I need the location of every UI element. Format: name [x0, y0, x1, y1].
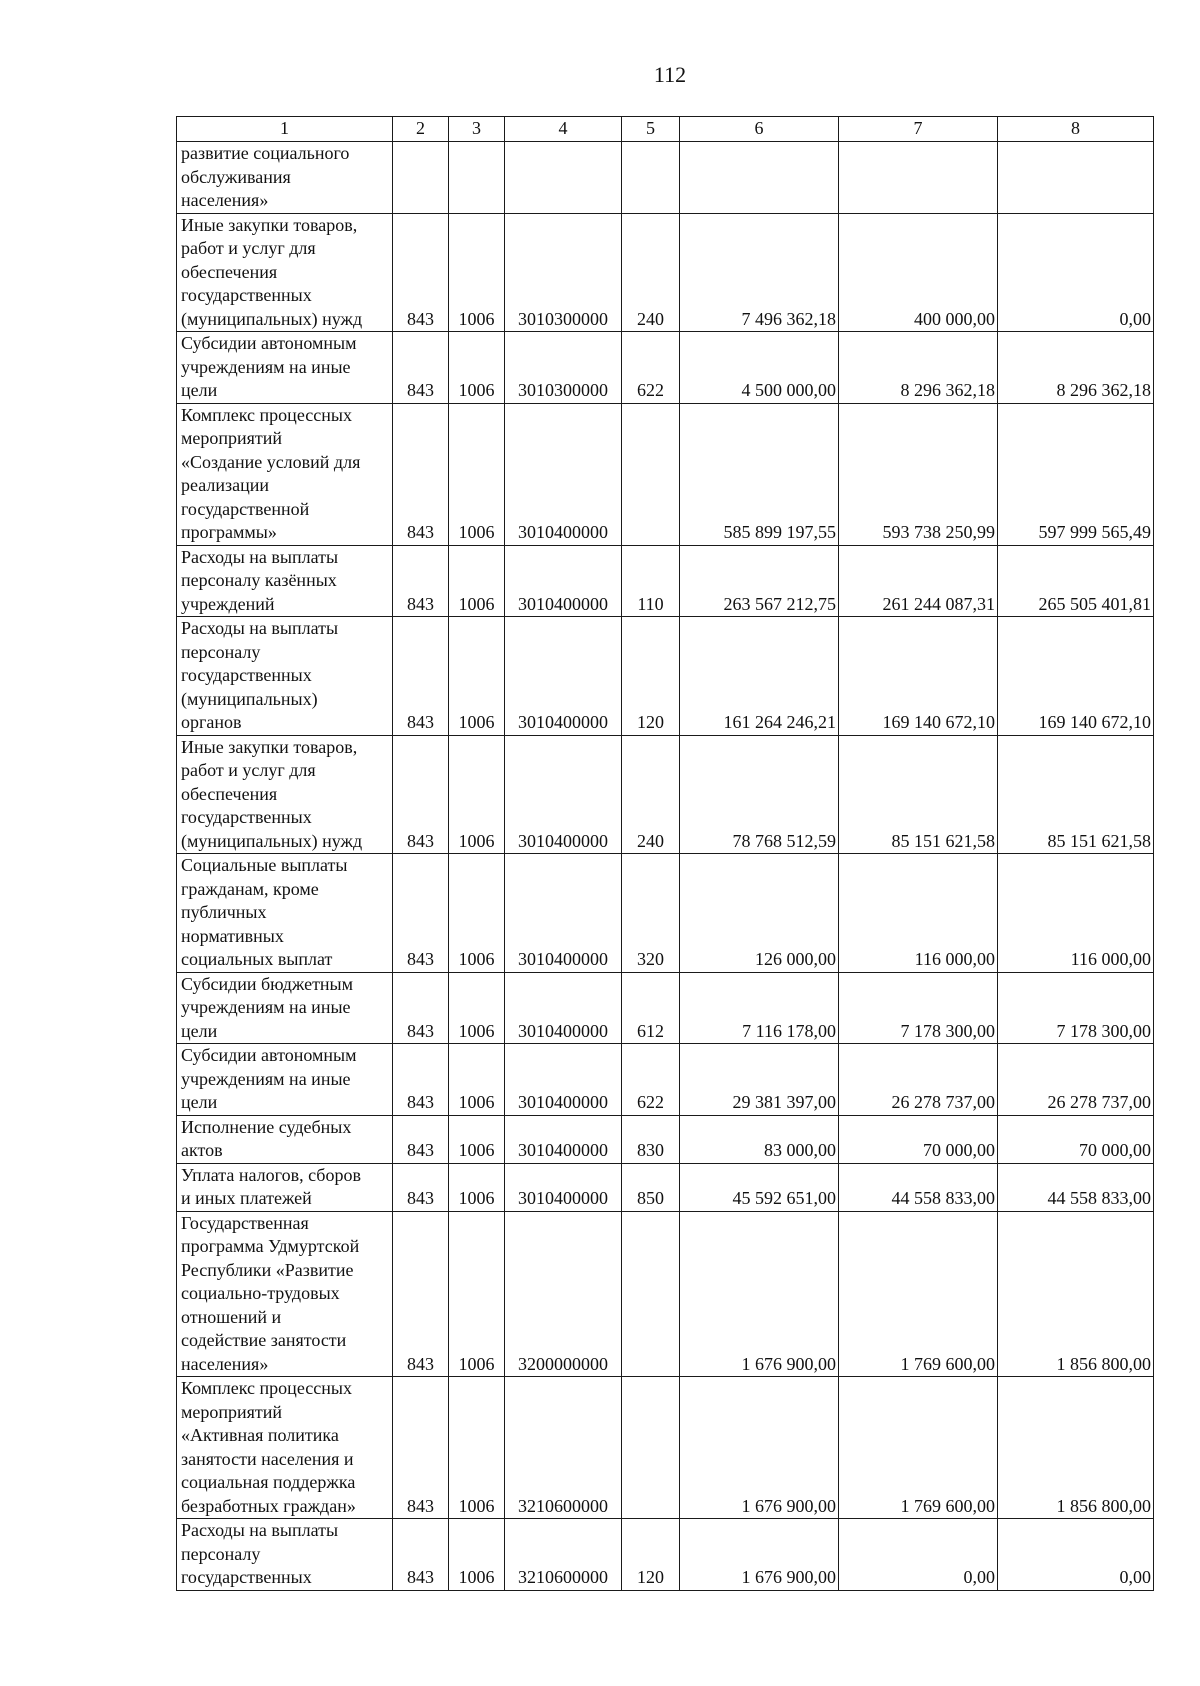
expense-type-cell: 622	[622, 332, 680, 404]
amount-cell: 26 278 737,00	[839, 1044, 998, 1116]
ministry-code-cell: 843	[393, 1211, 449, 1377]
amount-cell: 78 768 512,59	[680, 735, 839, 854]
expense-name-cell	[177, 1044, 393, 1116]
amount-cell: 7 178 300,00	[998, 972, 1154, 1044]
table-row	[177, 617, 1154, 736]
column-header: 7	[839, 117, 998, 142]
amount-cell: 45 592 651,00	[680, 1163, 839, 1211]
expense-type-cell: 120	[622, 617, 680, 736]
amount-cell: 1 676 900,00	[680, 1211, 839, 1377]
ministry-code-cell: 843	[393, 403, 449, 545]
section-code-cell: 1006	[449, 403, 505, 545]
target-item-cell: 3010400000	[505, 403, 622, 545]
page-number: 112	[653, 62, 687, 87]
section-code-cell: 1006	[449, 854, 505, 973]
amount-cell: 1 856 800,00	[998, 1211, 1154, 1377]
amount-cell: 1 769 600,00	[839, 1377, 998, 1519]
target-item-cell: 3210600000	[505, 1519, 622, 1591]
expense-name-cell	[177, 972, 393, 1044]
amount-cell: 1 676 900,00	[680, 1519, 839, 1591]
column-number-row	[177, 117, 1154, 142]
amount-cell: 7 496 362,18	[680, 213, 839, 332]
amount-cell	[998, 142, 1154, 214]
amount-cell: 83 000,00	[680, 1115, 839, 1163]
expense-name-text: Иные закупки товаров, работ и услуг для обеспечения государственных (муниципальных) нужд	[181, 214, 363, 329]
target-item-cell	[505, 142, 622, 214]
expense-type-cell: 240	[622, 213, 680, 332]
expense-name-cell	[177, 735, 393, 854]
expense-name-text: Расходы на выплаты персоналу государственных (муниципальных) органов	[181, 618, 339, 732]
expense-type-cell: 320	[622, 854, 680, 973]
expense-name-cell	[177, 332, 393, 404]
table-row	[177, 1115, 1154, 1163]
expense-type-cell: 850	[622, 1163, 680, 1211]
table-row	[177, 972, 1154, 1044]
amount-cell: 585 899 197,55	[680, 403, 839, 545]
target-item-cell: 3010400000	[505, 854, 622, 973]
expense-name-text: Комплекс процессных мероприятий «Создание условий для реализации государственной программы»	[181, 404, 361, 542]
amount-cell: 1 769 600,00	[839, 1211, 998, 1377]
target-item-cell: 3010400000	[505, 617, 622, 736]
table-row	[177, 213, 1154, 332]
target-item-cell: 3010300000	[505, 213, 622, 332]
budget-table	[176, 116, 1154, 1591]
table-row	[177, 142, 1154, 214]
column-header: 5	[622, 117, 680, 142]
expense-name-text: Комплекс процессных мероприятий «Активная политика занятости населения и социальная поддержка безработных граждан»	[181, 1378, 356, 1516]
column-header: 3	[449, 117, 505, 142]
amount-cell: 0,00	[839, 1519, 998, 1591]
expense-name-text: Исполнение судебных актов	[181, 1116, 352, 1160]
target-item-cell: 3010300000	[505, 332, 622, 404]
amount-cell: 26 278 737,00	[998, 1044, 1154, 1116]
target-item-cell: 3010400000	[505, 735, 622, 854]
ministry-code-cell: 843	[393, 1519, 449, 1591]
ministry-code-cell: 843	[393, 1115, 449, 1163]
amount-cell: 4 500 000,00	[680, 332, 839, 404]
ministry-code-cell: 843	[393, 545, 449, 617]
section-code-cell: 1006	[449, 617, 505, 736]
ministry-code-cell: 843	[393, 1163, 449, 1211]
amount-cell: 70 000,00	[839, 1115, 998, 1163]
expense-type-cell: 622	[622, 1044, 680, 1116]
amount-cell: 1 856 800,00	[998, 1377, 1154, 1519]
section-code-cell: 1006	[449, 213, 505, 332]
ministry-code-cell: 843	[393, 1377, 449, 1519]
table-row	[177, 735, 1154, 854]
target-item-cell: 3210600000	[505, 1377, 622, 1519]
expense-name-cell	[177, 617, 393, 736]
amount-cell: 44 558 833,00	[998, 1163, 1154, 1211]
table-row	[177, 1044, 1154, 1116]
expense-name-cell	[177, 213, 393, 332]
expense-name-cell	[177, 403, 393, 545]
expense-name-text: Субсидии автономным учреждениям на иные цели	[181, 333, 357, 400]
amount-cell: 7 116 178,00	[680, 972, 839, 1044]
amount-cell: 85 151 621,58	[998, 735, 1154, 854]
target-item-cell: 3010400000	[505, 972, 622, 1044]
target-item-cell: 3010400000	[505, 545, 622, 617]
expense-type-cell: 120	[622, 1519, 680, 1591]
expense-name-cell	[177, 1211, 393, 1377]
expense-name-cell	[177, 1115, 393, 1163]
expense-name-cell	[177, 545, 393, 617]
ministry-code-cell: 843	[393, 213, 449, 332]
amount-cell: 169 140 672,10	[998, 617, 1154, 736]
table-row	[177, 1163, 1154, 1211]
ministry-code-cell	[393, 142, 449, 214]
table-row	[177, 854, 1154, 973]
table-row	[177, 1211, 1154, 1377]
ministry-code-cell: 843	[393, 617, 449, 736]
section-code-cell: 1006	[449, 1115, 505, 1163]
expense-name-text: Государственная программа Удмуртской Республики «Развитие социально-трудовых отношений и содействие занятости населения»	[181, 1212, 360, 1374]
amount-cell: 7 178 300,00	[839, 972, 998, 1044]
section-code-cell: 1006	[449, 972, 505, 1044]
expense-name-cell	[177, 142, 393, 214]
section-code-cell: 1006	[449, 1211, 505, 1377]
expense-type-cell: 110	[622, 545, 680, 617]
amount-cell: 126 000,00	[680, 854, 839, 973]
amount-cell: 400 000,00	[839, 213, 998, 332]
ministry-code-cell: 843	[393, 332, 449, 404]
expense-type-cell	[622, 142, 680, 214]
ministry-code-cell: 843	[393, 1044, 449, 1116]
expense-type-cell: 612	[622, 972, 680, 1044]
expense-name-text: Уплата налогов, сборов и иных платежей	[181, 1164, 361, 1208]
table-row	[177, 545, 1154, 617]
expense-name-text: Субсидии бюджетным учреждениям на иные цели	[181, 973, 354, 1041]
expense-name-cell	[177, 1163, 393, 1211]
expense-name-text: Расходы на выплаты персоналу казённых учреждений	[181, 546, 339, 614]
amount-cell: 70 000,00	[998, 1115, 1154, 1163]
amount-cell: 85 151 621,58	[839, 735, 998, 854]
column-header: 4	[505, 117, 622, 142]
amount-cell	[680, 142, 839, 214]
ministry-code-cell: 843	[393, 972, 449, 1044]
amount-cell: 261 244 087,31	[839, 545, 998, 617]
column-header: 1	[177, 117, 393, 142]
table-row	[177, 332, 1154, 404]
amount-cell: 8 296 362,18	[839, 332, 998, 404]
target-item-cell: 3010400000	[505, 1044, 622, 1116]
expense-name-text: развитие социального обслуживания населения»	[181, 143, 350, 210]
expense-type-cell: 830	[622, 1115, 680, 1163]
target-item-cell: 3010400000	[505, 1163, 622, 1211]
section-code-cell: 1006	[449, 1163, 505, 1211]
section-code-cell: 1006	[449, 735, 505, 854]
amount-cell: 0,00	[998, 1519, 1154, 1591]
amount-cell: 169 140 672,10	[839, 617, 998, 736]
table-row	[177, 403, 1154, 545]
amount-cell: 8 296 362,18	[998, 332, 1154, 404]
amount-cell: 29 381 397,00	[680, 1044, 839, 1116]
expense-type-cell	[622, 1377, 680, 1519]
section-code-cell: 1006	[449, 1377, 505, 1519]
expense-name-cell	[177, 854, 393, 973]
column-header: 6	[680, 117, 839, 142]
expense-name-cell	[177, 1519, 393, 1591]
table-row	[177, 1519, 1154, 1591]
target-item-cell: 3200000000	[505, 1211, 622, 1377]
amount-cell: 44 558 833,00	[839, 1163, 998, 1211]
expense-type-cell	[622, 1211, 680, 1377]
expense-name-text: Расходы на выплаты персоналу государственных	[181, 1520, 339, 1587]
table-row	[177, 1377, 1154, 1519]
amount-cell: 1 676 900,00	[680, 1377, 839, 1519]
amount-cell	[839, 142, 998, 214]
amount-cell: 265 505 401,81	[998, 545, 1154, 617]
amount-cell: 161 264 246,21	[680, 617, 839, 736]
amount-cell: 116 000,00	[998, 854, 1154, 973]
amount-cell: 593 738 250,99	[839, 403, 998, 545]
ministry-code-cell: 843	[393, 735, 449, 854]
column-header: 2	[393, 117, 449, 142]
section-code-cell: 1006	[449, 1519, 505, 1591]
expense-name-cell	[177, 1377, 393, 1519]
amount-cell: 263 567 212,75	[680, 545, 839, 617]
target-item-cell: 3010400000	[505, 1115, 622, 1163]
amount-cell: 116 000,00	[839, 854, 998, 973]
expense-type-cell	[622, 403, 680, 545]
section-code-cell: 1006	[449, 332, 505, 404]
section-code-cell: 1006	[449, 1044, 505, 1116]
section-code-cell	[449, 142, 505, 214]
amount-cell: 0,00	[998, 213, 1154, 332]
section-code-cell: 1006	[449, 545, 505, 617]
expense-type-cell: 240	[622, 735, 680, 854]
expense-name-text: Социальные выплаты гражданам, кроме публичных нормативных социальных выплат	[181, 855, 348, 969]
column-header: 8	[998, 117, 1154, 142]
amount-cell: 597 999 565,49	[998, 403, 1154, 545]
expense-name-text: Иные закупки товаров, работ и услуг для обеспечения государственных (муниципальных) нужд	[181, 736, 363, 851]
ministry-code-cell: 843	[393, 854, 449, 973]
expense-name-text: Субсидии автономным учреждениям на иные цели	[181, 1045, 357, 1112]
